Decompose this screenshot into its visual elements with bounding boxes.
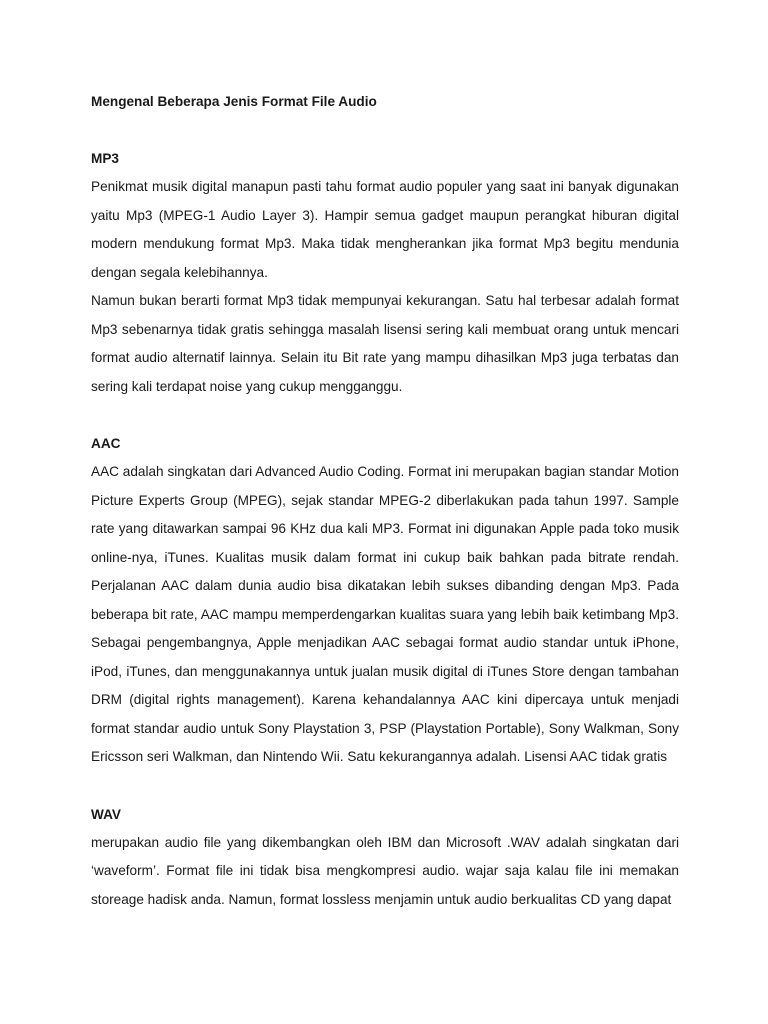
section-heading: AAC	[91, 436, 121, 451]
section-heading: MP3	[91, 151, 119, 166]
section-aac	[91, 430, 679, 772]
paragraph: Penikmat musik digital manapun pasti tahu format audio populer yang saat ini banyak digunakan yaitu Mp3 (MPEG-1 Audio Layer 3). Hampir semua gadget maupun perangkat hiburan digital modern mendukung format Mp3. Maka tidak mengherankan jika format Mp3 begitu mendunia dengan segala kelebihannya.	[91, 179, 679, 280]
paragraph: Namun bukan berarti format Mp3 tidak mempunyai kekurangan. Satu hal terbesar adalah format Mp3 sebenarnya tidak gratis sehingga masalah lisensi sering kali membuat orang untuk mencari format audio alternatif lainnya. Selain itu Bit rate yang mampu dihasilkan Mp3 juga terbatas dan sering kali terdapat noise yang cukup mengganggu.	[91, 293, 679, 394]
section-mp3	[91, 145, 679, 401]
paragraph: merupakan audio file yang dikembangkan oleh IBM dan Microsoft .WAV adalah singkatan dari ‘waveform’. Format file ini tidak bisa mengkompresi audio. wajar saja kalau file ini memakan storeage hadisk anda. Namun, format lossless menjamin untuk audio berkualitas CD yang dapat	[91, 834, 679, 907]
section-wav	[91, 801, 679, 915]
paragraph: AAC adalah singkatan dari Advanced Audio Coding. Format ini merupakan bagian standar Motion Picture Experts Group (MPEG), sejak standar MPEG-2 diberlakukan pada tahun 1997. Sample rate yang ditawarkan sampai 96 KHz dua kali MP3. Format ini digunakan Apple pada toko musik online-nya, iTunes. Kualitas musik dalam format ini cukup baik bahkan pada bitrate rendah. Perjalanan AAC dalam dunia audio bisa dikatakan lebih sukses dibanding dengan Mp3. Pada beberapa bit rate, AAC mampu memperdengarkan kualitas suara yang lebih baik ketimbang Mp3. Sebagai pengembangnya, Apple menjadikan AAC sebagai format audio standar untuk iPhone, iPod, iTunes, dan menggunakannya untuk jualan musik digital di iTunes Store dengan tambahan DRM (digital rights management). Karena kehandalannya AAC kini dipercaya untuk menjadi format standar audio untuk Sony Playstation 3, PSP (Playstation Portable), Sony Walkman, Sony Ericsson seri Walkman, dan Nintendo Wii. Satu kekurangannya adalah. Lisensi AAC tidak gratis	[91, 464, 679, 764]
document-title: Mengenal Beberapa Jenis Format File Audio	[91, 94, 377, 109]
document-body	[91, 88, 679, 914]
section-heading: WAV	[91, 806, 121, 822]
